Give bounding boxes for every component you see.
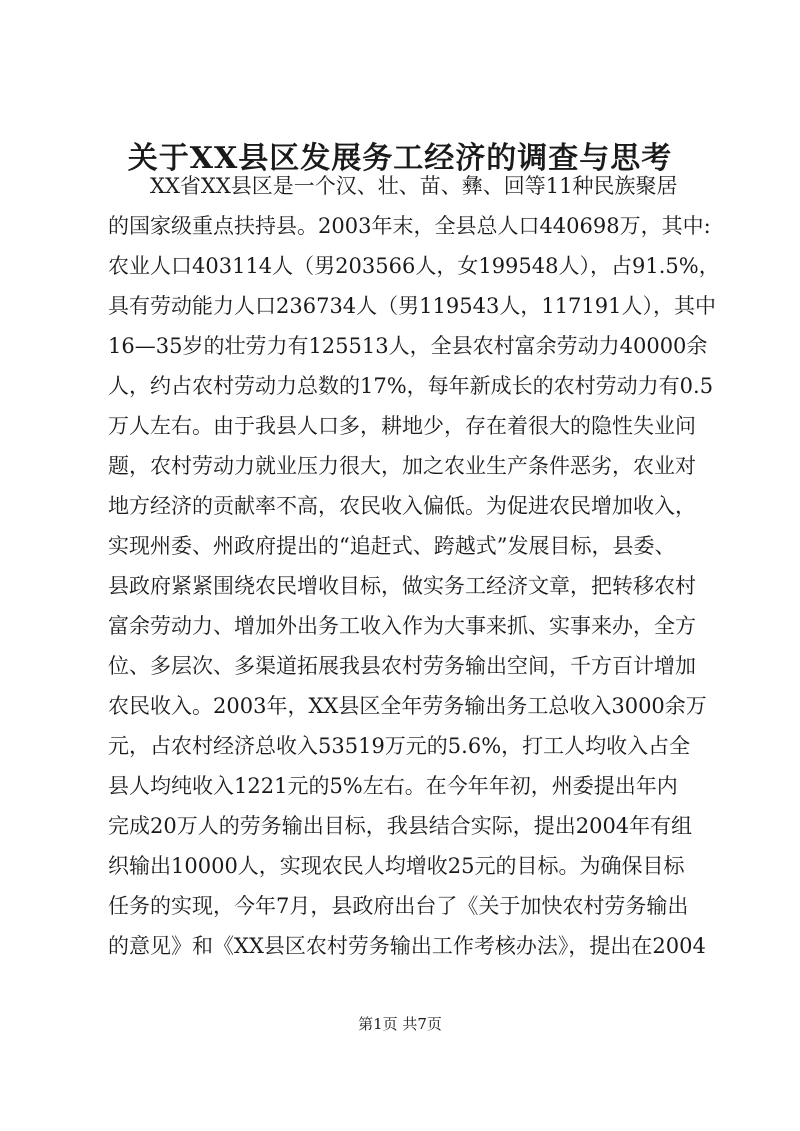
body-line: 元，占农村经济总收入53519万元的5.6%，打工人均收入占全	[108, 734, 691, 758]
body-line: 的国家级重点扶持县。2003年末，全县总人口440698万，其中:	[108, 214, 711, 238]
body-line: 织输出10000人，实现农民人均增收25元的目标。为确保目标	[108, 854, 685, 878]
body-line: 富余劳动力、增加外出务工收入作为大事来抓、实事来办，全方	[108, 614, 696, 638]
body-line: 万人左右。由于我县人口多，耕地少，存在着很大的隐性失业问	[108, 414, 696, 438]
document-title: 关于XX县区发展务工经济的调查与思考	[127, 141, 673, 176]
body-line: 人，约占农村劳动力总数的17%，每年新成长的农村劳动力有0.5	[108, 374, 714, 398]
body-line: 农民收入。2003年，XX县区全年劳务输出务工总收入3000余万	[108, 694, 707, 718]
body-line: 任务的实现，今年7月，县政府出台了《关于加快农村劳务输出	[108, 894, 689, 918]
body-line: 县政府紧紧围绕农民增收目标，做实务工经济文章，把转移农村	[108, 574, 696, 598]
body-line: 地方经济的贡献率不高，农民收入偏低。为促进农民增加收入，	[108, 494, 696, 518]
body-line: 实现州委、州政府提出的“追赶式、跨越式”发展目标，县委、	[108, 534, 676, 558]
body-line: 题，农村劳动力就业压力很大，加之农业生产条件恶劣，农业对	[108, 454, 696, 478]
body-line: 位、多层次、多渠道拓展我县农村劳务输出空间，千方百计增加	[108, 654, 696, 678]
body-line: 16—35岁的壮劳力有125513人，全县农村富余劳动力40000余	[108, 334, 708, 358]
body-line: 农业人口403114人（男203566人，女199548人），占91.5%，	[108, 254, 720, 278]
body-line: 具有劳动能力人口236734人（男119543人，117191人），其中	[108, 294, 716, 318]
page-number-footer: 第1页 共7页	[358, 1015, 442, 1033]
body-line: XX省XX县区是一个汉、壮、苗、彝、回等11种民族聚居	[150, 174, 678, 198]
body-line: 完成20万人的劳务输出目标，我县结合实际，提出2004年有组	[108, 814, 693, 838]
body-line: 县人均纯收入1221元的5%左右。在今年年初，州委提出年内	[108, 774, 678, 798]
body-line: 的意见》和《XX县区农村劳务输出工作考核办法》，提出在2004	[108, 934, 706, 958]
document-body	[108, 166, 720, 966]
